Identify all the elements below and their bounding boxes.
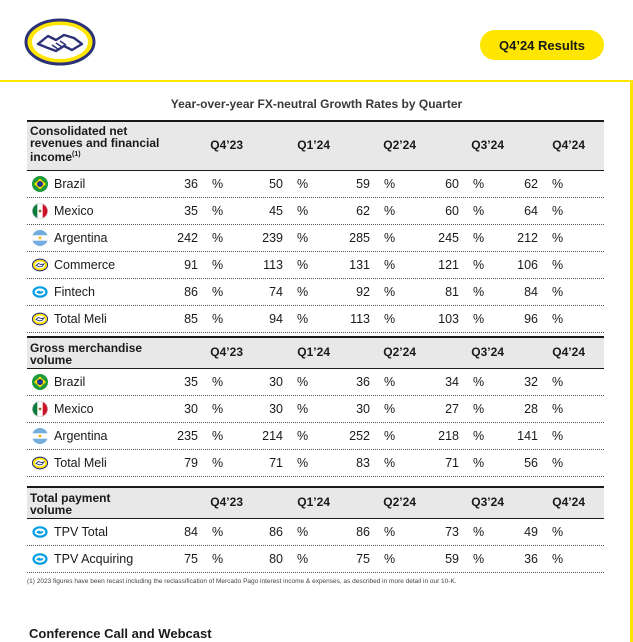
growth-value: 36 [524,552,538,566]
percent-sign: % [473,312,485,326]
growth-value: 36 [356,375,370,389]
quarter-header: Q4’24 [552,345,585,359]
growth-value: 86 [356,525,370,539]
table-row [27,396,604,423]
growth-value: 45 [269,204,283,218]
percent-sign: % [473,402,485,416]
percent-sign: % [384,204,396,218]
percent-sign: % [384,552,396,566]
argentina-flag-icon [32,230,48,246]
row-label: Fintech [54,285,95,299]
percent-sign: % [297,231,309,245]
growth-value: 34 [445,375,459,389]
table-row [27,198,604,225]
growth-value: 75 [184,552,198,566]
growth-value: 141 [517,429,538,443]
percent-sign: % [552,204,564,218]
footnote-marker: (1) [72,151,81,158]
growth-value: 131 [349,258,370,272]
growth-value: 242 [177,231,198,245]
growth-value: 75 [356,552,370,566]
growth-value: 71 [445,456,459,470]
percent-sign: % [212,177,224,191]
quarter-header: Q4’23 [210,345,243,359]
row-label: Argentina [54,231,108,245]
percent-sign: % [552,429,564,443]
percent-sign: % [552,402,564,416]
row-label: Total Meli [54,312,107,326]
growth-value: 49 [524,525,538,539]
percent-sign: % [473,258,485,272]
percent-sign: % [473,456,485,470]
row-label: Total Meli [54,456,107,470]
mercadopago-icon [32,524,48,540]
growth-value: 71 [269,456,283,470]
percent-sign: % [297,456,309,470]
percent-sign: % [473,231,485,245]
percent-sign: % [297,429,309,443]
growth-value: 81 [445,285,459,299]
growth-value: 35 [184,204,198,218]
percent-sign: % [473,429,485,443]
quarter-header: Q4’24 [552,138,585,152]
table-title: Year-over-year FX-neutral Growth Rates by Quarter [170,97,463,111]
mercadolibre-icon [32,455,48,471]
percent-sign: % [384,177,396,191]
growth-value: 106 [517,258,538,272]
percent-sign: % [212,525,224,539]
table-header-row [27,120,604,171]
mercadolibre-icon [32,257,48,273]
row-label: Brazil [54,177,86,191]
growth-value: 62 [524,177,538,191]
growth-value: 59 [445,552,459,566]
growth-value: 85 [184,312,198,326]
growth-value: 91 [184,258,198,272]
growth-value: 50 [269,177,283,191]
percent-sign: % [384,402,396,416]
growth-value: 30 [356,402,370,416]
table-row [27,252,604,279]
percent-sign: % [552,312,564,326]
percent-sign: % [297,552,309,566]
quarter-header: Q2’24 [383,495,416,509]
quarter-header: Q2’24 [383,138,416,152]
quarter-header: Q3’24 [471,138,504,152]
percent-sign: % [212,231,224,245]
growth-value: 79 [184,456,198,470]
growth-value: 84 [184,525,198,539]
growth-value: 30 [184,402,198,416]
quarter-header: Q4’24 [552,495,585,509]
section-label [30,125,159,163]
growth-value: 113 [350,312,370,326]
percent-sign: % [384,525,396,539]
growth-value: 92 [356,285,370,299]
footnote: (1) 2023 figures have been recast including the reclassification of Mercado Pago interest income & expenses, as described in more detail in our 10-K. [27,578,457,585]
quarter-header: Q1’24 [297,138,330,152]
percent-sign: % [297,204,309,218]
growth-value: 245 [438,231,459,245]
growth-value: 252 [349,429,370,443]
growth-value: 28 [524,402,538,416]
percent-sign: % [552,231,564,245]
growth-value: 80 [269,552,283,566]
row-label: Commerce [54,258,116,272]
percent-sign: % [384,312,396,326]
quarter-header: Q3’24 [471,345,504,359]
table-header-row [27,486,604,519]
percent-sign: % [212,204,224,218]
percent-sign: % [473,375,485,389]
mercadopago-icon [32,284,48,300]
mercadopago-icon [32,551,48,567]
quarter-header: Q4’23 [210,495,243,509]
percent-sign: % [552,258,564,272]
quarter-header: Q1’24 [297,345,330,359]
growth-table-3 [27,486,604,573]
percent-sign: % [212,456,224,470]
section-label-line: Gross merchandise [30,341,143,355]
growth-value: 214 [262,429,283,443]
percent-sign: % [384,375,396,389]
percent-sign: % [552,552,564,566]
row-label: Brazil [54,375,86,389]
growth-value: 83 [356,456,370,470]
argentina-flag-icon [32,428,48,444]
percent-sign: % [384,285,396,299]
table-row [27,519,604,546]
section-label-line: income [30,150,73,164]
growth-value: 56 [524,456,538,470]
quarter-header: Q4’23 [210,138,243,152]
percent-sign: % [552,177,564,191]
row-label: TPV Total [54,525,108,539]
table-row [27,369,604,396]
growth-value: 218 [438,429,459,443]
mexico-flag-icon [32,401,48,417]
growth-table-2 [27,336,604,477]
row-label: Argentina [54,429,108,443]
growth-value: 36 [184,177,198,191]
percent-sign: % [473,552,485,566]
growth-value: 235 [177,429,198,443]
mercadolibre-icon [32,311,48,327]
growth-value: 35 [184,375,198,389]
growth-value: 32 [524,375,538,389]
growth-value: 60 [445,177,459,191]
section-label-line: revenues and financial [30,136,160,150]
percent-sign: % [297,285,309,299]
growth-value: 96 [524,312,538,326]
percent-sign: % [297,402,309,416]
percent-sign: % [473,525,485,539]
brazil-flag-icon [32,374,48,390]
percent-sign: % [212,312,224,326]
percent-sign: % [473,204,485,218]
table-row [27,423,604,450]
percent-sign: % [473,177,485,191]
page-header [0,0,633,82]
section-heading-conference-call: Conference Call and Webcast [29,626,212,641]
growth-value: 86 [184,285,198,299]
results-badge: Q4’24 Results [480,30,604,60]
table-header-row [27,336,604,369]
percent-sign: % [552,456,564,470]
section-label-line: Consolidated net [30,124,128,138]
percent-sign: % [552,525,564,539]
growth-table-1 [27,120,604,333]
row-label: Mexico [54,204,94,218]
table-row [27,450,604,477]
growth-value: 30 [269,402,283,416]
section-label-line: volume [30,503,73,517]
percent-sign: % [212,375,224,389]
percent-sign: % [212,402,224,416]
growth-value: 121 [438,258,459,272]
growth-value: 60 [445,204,459,218]
table-row [27,225,604,252]
brazil-flag-icon [32,176,48,192]
section-label [30,342,142,366]
percent-sign: % [384,429,396,443]
percent-sign: % [384,231,396,245]
percent-sign: % [212,552,224,566]
percent-sign: % [552,285,564,299]
quarter-header: Q1’24 [297,495,330,509]
growth-value: 62 [356,204,370,218]
percent-sign: % [297,258,309,272]
growth-value: 74 [269,285,283,299]
row-label: TPV Acquiring [54,552,134,566]
percent-sign: % [297,375,309,389]
growth-value: 59 [356,177,370,191]
growth-value: 30 [269,375,283,389]
growth-value: 212 [517,231,538,245]
growth-value: 103 [438,312,459,326]
quarter-header: Q2’24 [383,345,416,359]
growth-value: 113 [263,258,283,272]
growth-value: 73 [445,525,459,539]
percent-sign: % [212,429,224,443]
section-label [30,492,110,516]
percent-sign: % [212,258,224,272]
table-row [27,546,604,573]
quarter-header: Q3’24 [471,495,504,509]
growth-value: 86 [269,525,283,539]
percent-sign: % [212,285,224,299]
mexico-flag-icon [32,203,48,219]
growth-value: 27 [445,402,459,416]
percent-sign: % [473,285,485,299]
percent-sign: % [552,375,564,389]
percent-sign: % [384,456,396,470]
growth-value: 285 [349,231,370,245]
growth-value: 239 [262,231,283,245]
growth-value: 94 [269,312,283,326]
table-row [27,279,604,306]
row-label: Mexico [54,402,94,416]
section-label-line: volume [30,353,73,367]
growth-value: 84 [524,285,538,299]
percent-sign: % [384,258,396,272]
table-row [27,171,604,198]
growth-value: 64 [524,204,538,218]
mercadolibre-logo-icon [24,18,96,66]
percent-sign: % [297,312,309,326]
table-row [27,306,604,333]
section-label-line: Total payment [30,491,111,505]
percent-sign: % [297,525,309,539]
percent-sign: % [297,177,309,191]
